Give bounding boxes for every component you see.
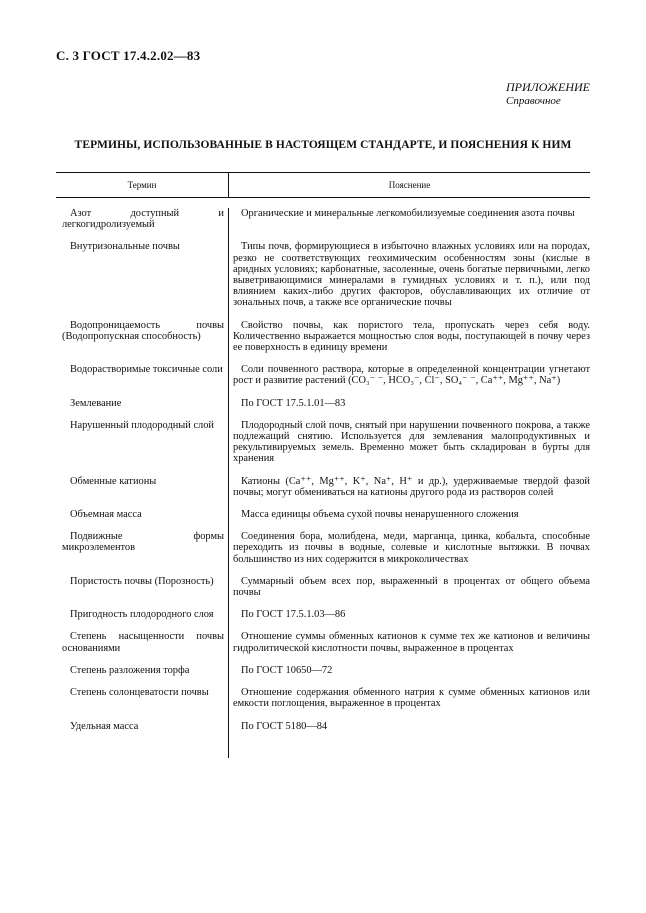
term-cell: Водорастворимые токсичные соли <box>70 364 223 376</box>
table-row <box>56 476 590 498</box>
explanation-cell: Катионы (Ca⁺⁺, Mg⁺⁺, K⁺, Na⁺, H⁺ и др.), удерживаемые твердой фазой почвы; могут обмениваться на катионы другого рода из растворов солей <box>233 475 590 498</box>
term-cell: Внутризональные почвы <box>70 241 180 253</box>
explanation-cell: Плодородный слой почв, снятый при нарушении почвенного покрова, а также подлежащий снятию. Используется для землевания малопродуктивных и рекультивируемых земель. Временно может быть складирован в бурты для хранения <box>233 419 590 465</box>
table-row <box>56 320 590 354</box>
header-term: Термин <box>56 173 229 197</box>
explanation-cell: Типы почв, формирующиеся в избыточно влажных условиях или на породах, резко не соответствующих геохимическим особенностям зоны (кислые в аридных условиях; карбонатные, засоленные, очень богатые первичными, легко выветривающимися минералами в гумидных условиях и т. п.), или под влиянием каких-либо других факторов, обуславливающих их отличие от зональных почв, а также все органические почвы <box>233 241 590 309</box>
table-row <box>56 364 590 386</box>
term-cell: Нарушенный плодородный слой <box>70 419 214 431</box>
appendix-title: ПРИЛОЖЕНИЕ <box>506 80 590 94</box>
table-row <box>56 208 590 230</box>
terms-table <box>56 172 590 732</box>
table-row <box>56 420 590 465</box>
document-title: ТЕРМИНЫ, ИСПОЛЬЗОВАННЫЕ В НАСТОЯЩЕМ СТАНДАРТЕ, И ПОЯСНЕНИЯ К НИМ <box>74 139 572 151</box>
explanation-cell: По ГОСТ 5180—84 <box>241 720 328 732</box>
table-row <box>56 609 590 620</box>
explanation-cell: Суммарный объем всех пор, выраженный в процентах от общего объема почвы <box>233 575 590 599</box>
explanation-cell: По ГОСТ 17.5.1.03—86 <box>241 609 346 621</box>
explanation-cell: Масса единицы объема сухой почвы ненарушенного сложения <box>241 509 519 521</box>
table-row <box>56 241 590 308</box>
appendix-label <box>506 80 590 107</box>
explanation-cell: По ГОСТ 17.5.1.01—83 <box>241 397 346 409</box>
table-header <box>56 172 590 198</box>
explanation-cell: Соединения бора, молибдена, меди, марганца, цинка, кобальта, способные переходить из почвы в водные, солевые и кислотные вытяжки. В почвах большинство из них содержится в микроколичествах <box>233 531 590 565</box>
term-cell: Степень насыщенности почвы основаниями <box>62 631 224 654</box>
table-row <box>56 665 590 676</box>
appendix-subtitle: Справочное <box>506 95 561 107</box>
term-cell: Подвижные формы микроэлементов <box>62 531 224 554</box>
explanation-cell: Свойство почвы, как пористого тела, пропускать через себя воду. Количественно выражается мощностью слоя воды, поступающей в почву через ее поверхность в единицу времени <box>233 319 590 354</box>
table-row <box>56 687 590 709</box>
explanation-cell: Органические и минеральные легкомобилизуемые соединения азота почвы <box>241 208 575 219</box>
table-row <box>56 509 590 520</box>
term-cell: Степень разложения торфа <box>70 664 190 676</box>
column-divider <box>228 208 229 758</box>
term-cell: Обменные катионы <box>70 475 157 487</box>
table-row <box>56 721 590 732</box>
term-cell: Степень солонцеватости почвы <box>70 687 209 699</box>
table-row <box>56 631 590 653</box>
explanation-cell: По ГОСТ 10650—72 <box>241 664 333 676</box>
table-row <box>56 576 590 598</box>
term-cell: Пористость почвы (Порозность) <box>70 575 214 587</box>
term-cell: Землевание <box>70 397 122 409</box>
explanation-cell: Отношение суммы обменных катионов к сумме тех же катионов и величины гидролитической кислотности почвы, выраженное в процентах <box>233 631 590 654</box>
table-body <box>56 208 590 732</box>
term-cell: Удельная масса <box>70 720 139 732</box>
term-cell: Объемная масса <box>70 509 142 521</box>
table-row <box>56 398 590 409</box>
header-explanation: Пояснение <box>388 180 431 190</box>
term-cell: Азот доступный и легкогидролизуемый <box>62 208 224 231</box>
explanation-cell: Соли почвенного раствора, которые в определенной концентрации угнетают рост и развитие растений (CO₃⁻ ⁻, HCO₃⁻, Cl⁻, SO₄⁻ ⁻, Ca⁺⁺, Mg⁺⁺, Na⁺) <box>233 364 590 387</box>
page-header: С. 3 ГОСТ 17.4.2.02—83 <box>56 48 201 63</box>
table-row <box>56 531 590 565</box>
term-cell: Пригодность плодородного слоя <box>70 609 214 621</box>
explanation-cell: Отношение содержания обменного натрия к сумме обменных катионов или емкости поглощения, выраженное в процентах <box>233 687 590 710</box>
term-cell: Водопроницаемость почвы (Водопропускная способность) <box>62 319 224 342</box>
